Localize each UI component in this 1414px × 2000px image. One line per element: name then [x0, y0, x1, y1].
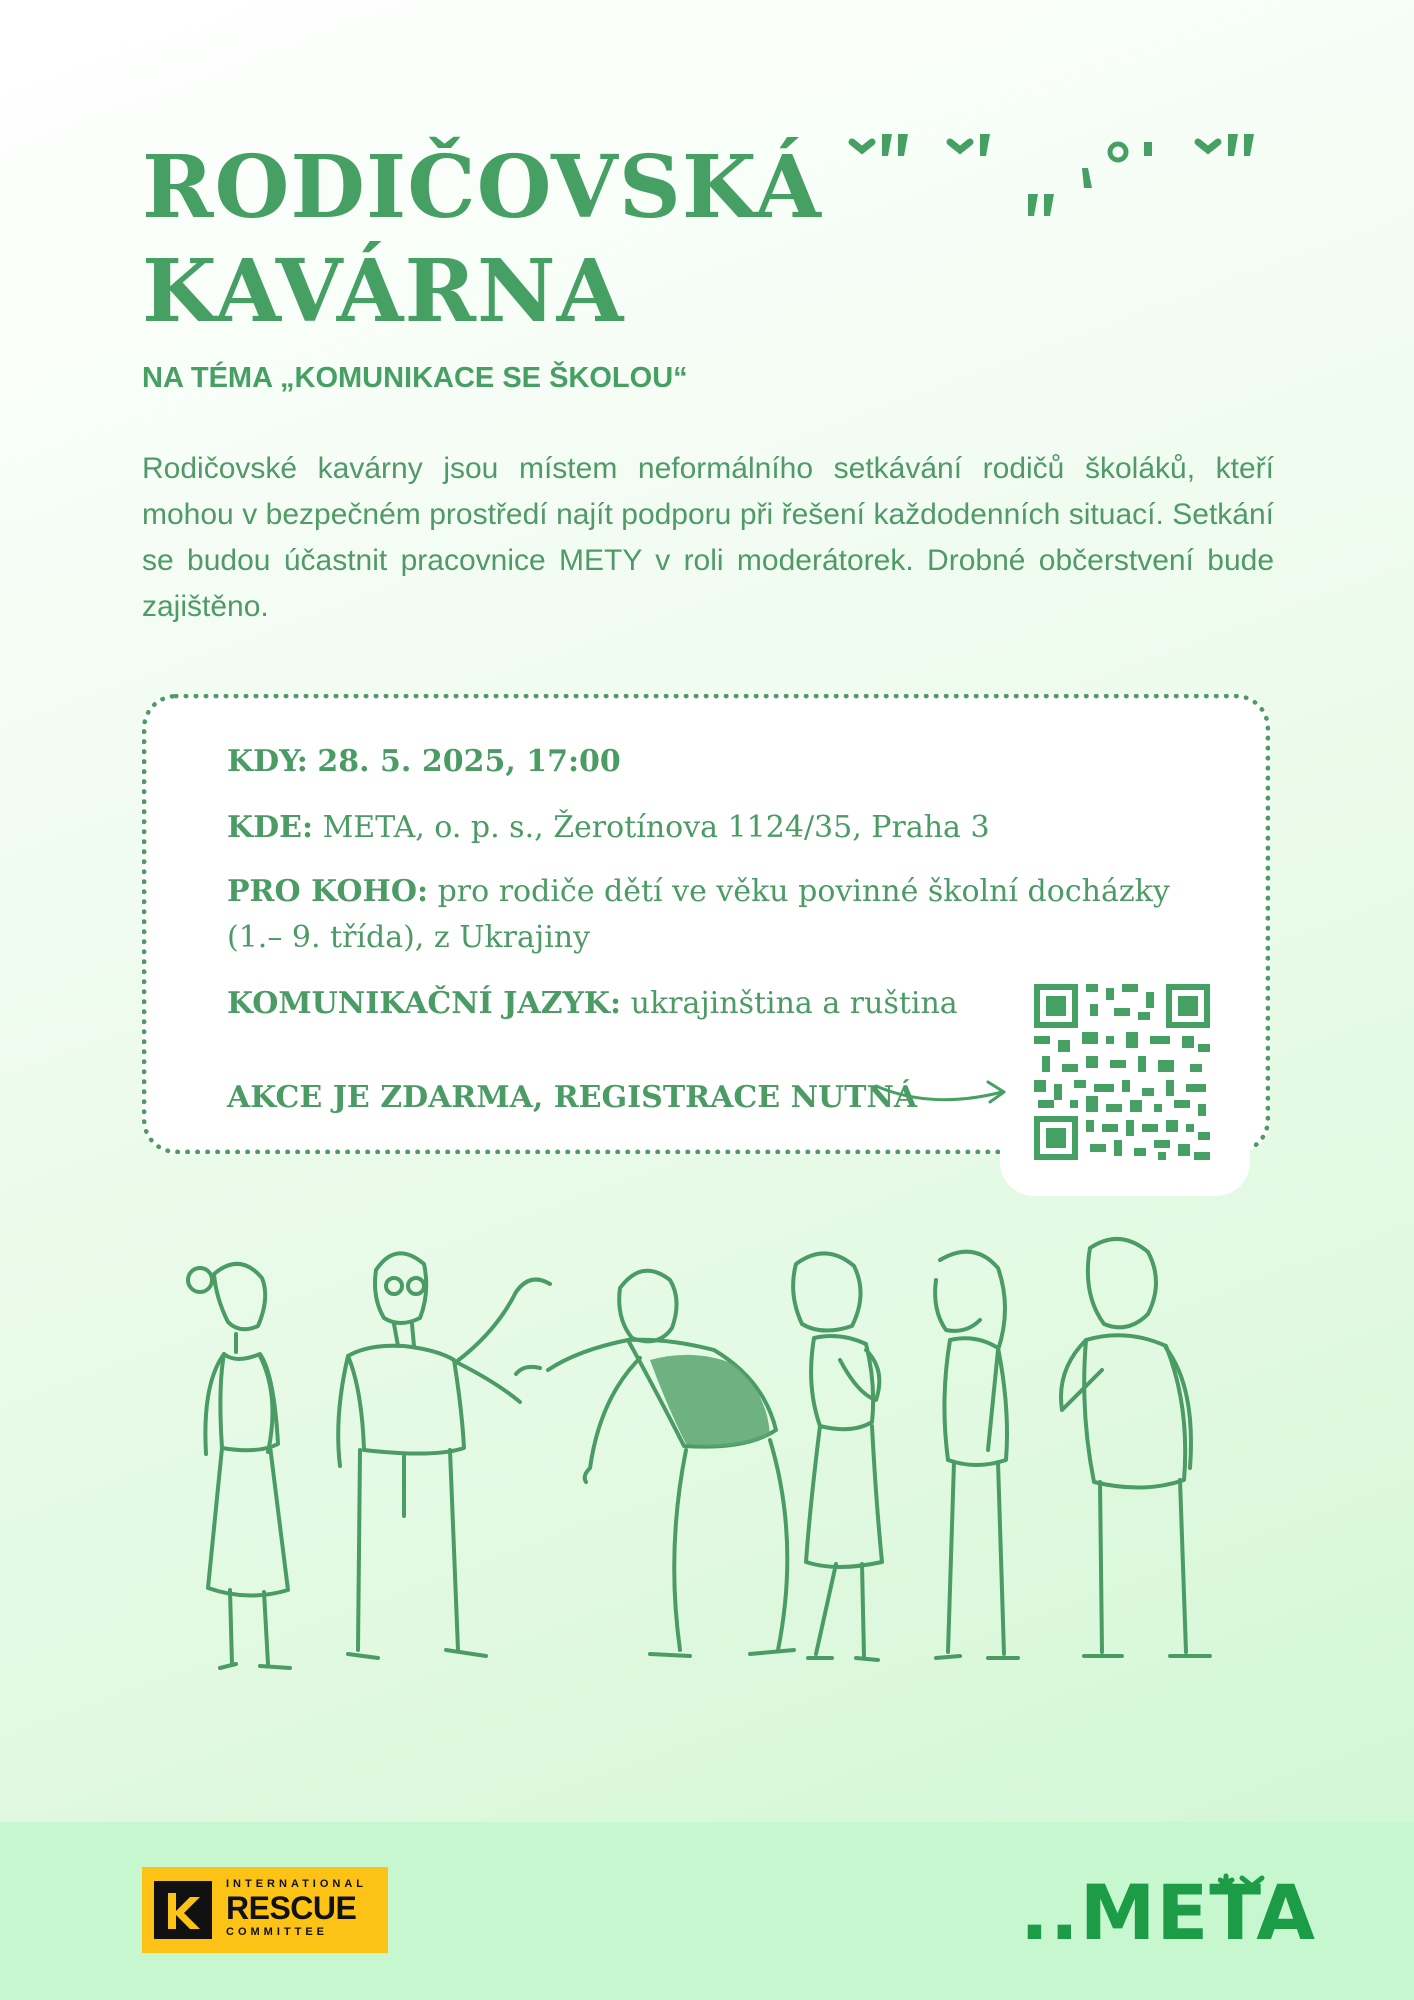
person-man-glasses [338, 1253, 550, 1658]
for-whom-value: pro rodiče dětí ve věku povinné školní docházky (1.– 9. třída), z Ukrajiny [227, 874, 1170, 955]
person-woman-thinking [793, 1253, 882, 1660]
where-label: KDE: [227, 810, 314, 845]
meta-logo: ..META [1020, 1868, 1317, 1957]
subtitle: NA TÉMA „KOMUNIKACE SE ŠKOLOU“ [142, 362, 688, 394]
free-registration-note: AKCE JE ZDARMA, REGISTRACE NUTNÁ [227, 1080, 918, 1115]
where-value: META, o. p. s., Žerotínova 1124/35, Praha 3 [322, 810, 990, 845]
irc-line-2: RESCUE [226, 1890, 357, 1926]
language-line [227, 981, 958, 1027]
decorative-diacritics-icon [846, 128, 1276, 228]
person-man-leaning [516, 1271, 794, 1656]
language-label: KOMUNIKAČNÍ JAZYK: [227, 986, 622, 1021]
when-value: 28. 5. 2025, 17:00 [317, 744, 621, 779]
irc-logo [142, 1867, 388, 1953]
when-line [227, 739, 621, 785]
when-label: KDY: [227, 744, 308, 779]
for-whom-label: PRO KOHO: [227, 874, 429, 909]
title-line-2: KAVÁRNA [142, 241, 625, 342]
poster-title [142, 136, 822, 344]
where-line [227, 805, 990, 851]
intro-paragraph: Rodičovské kavárny jsou místem neformálního setkávání rodičů školáků, kteří mohou v bezpečném prostředí najít podporu při řešení každodenních situací. Setkání se budou účastnit pracovnice METY v roli moderátorek. Drobné občerstvení bude zajištěno. [142, 452, 1274, 623]
irc-logo-icon [154, 1881, 212, 1939]
title-line-1: RODIČOVSKÁ [142, 137, 822, 238]
person-woman-left [188, 1264, 290, 1668]
for-whom-line [227, 869, 1197, 961]
people-illustration [180, 1230, 1240, 1740]
irc-wordmark [226, 1877, 367, 1939]
irc-line-1: INTERNATIONAL [226, 1878, 368, 1890]
curved-arrow-icon [872, 1070, 1012, 1120]
qr-code-icon[interactable] [1034, 984, 1210, 1160]
irc-line-3: COMMITTEE [226, 1926, 328, 1938]
person-woman-longhair [935, 1252, 1018, 1658]
language-value: ukrajinština a ruština [630, 986, 958, 1021]
meta-logo-mark-icon [1218, 1872, 1274, 1912]
person-man-curly [1061, 1239, 1210, 1656]
